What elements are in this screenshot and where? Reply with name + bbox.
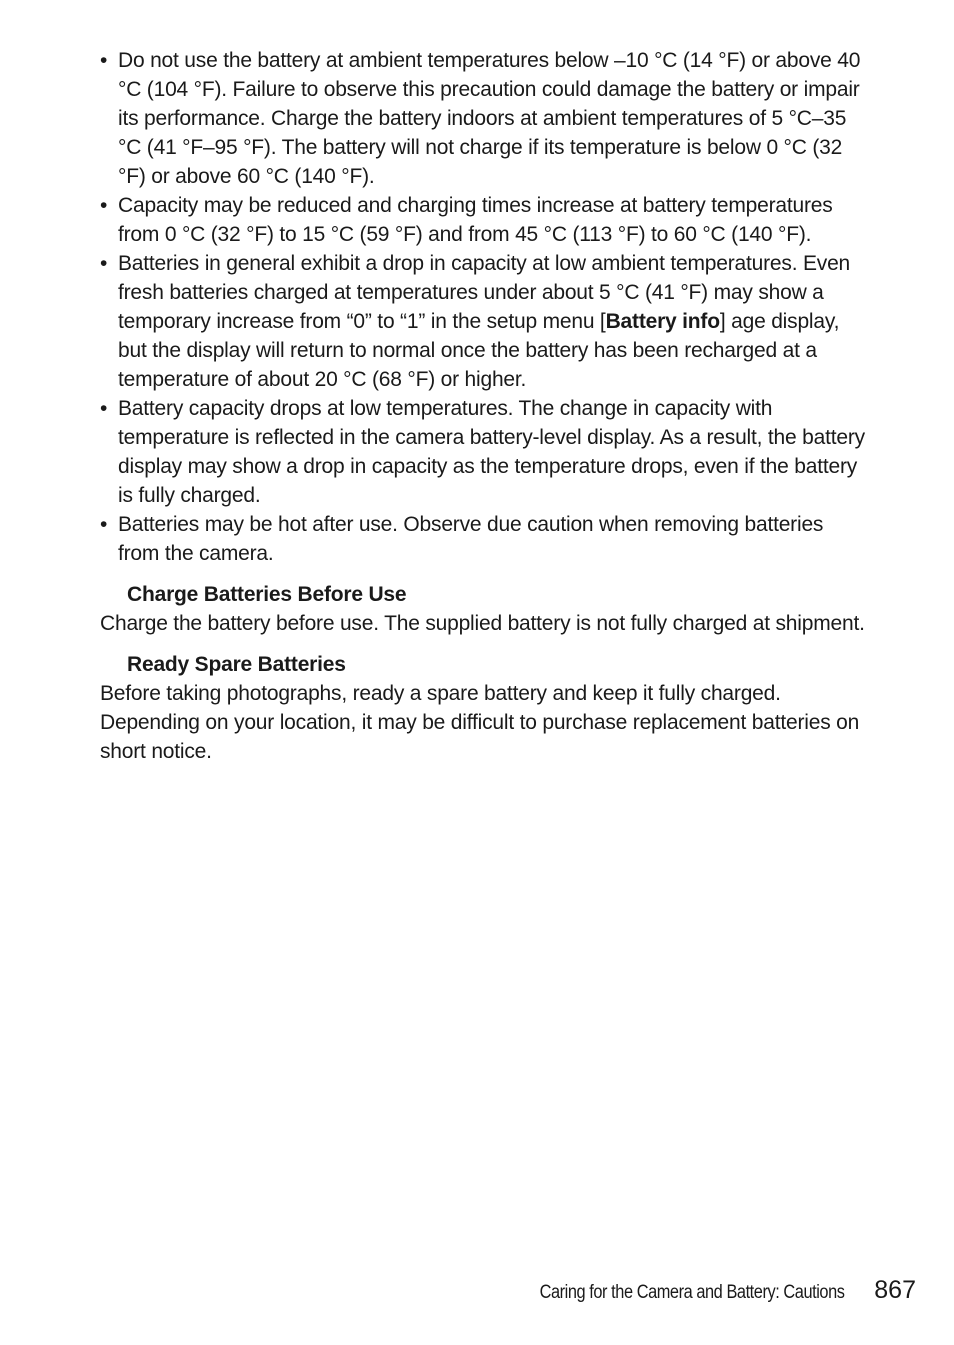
list-item-text: ] age display, but the display will return to normal once the battery has been recharged at a temperature of about 20 °C (68 °F) or higher. — [118, 310, 840, 391]
section-heading: Charge Batteries Before Use — [127, 583, 407, 606]
list-item — [100, 191, 865, 249]
bullet-icon: • — [100, 513, 108, 536]
list-item — [100, 510, 865, 568]
list-item — [100, 394, 865, 510]
list-item-text: Do not use the battery at ambient temperatures below –10 °C (14 °F) or above 40 °C (104 °F). Failure to observe this precaution could damage the battery or impair its performance. Charge the battery indoors at ambient temperatures of 5 °C–35 °C (41 °F–95 °F). The battery will not charge if its temperature is below 0 °C (32 °F) or above 60 °C (140 °F). — [118, 49, 861, 188]
page-footer — [490, 1276, 916, 1305]
list-item-text: Batteries in general exhibit a drop in capacity at low ambient temperatures. Even fresh batteries charged at temperatures under about 5 °C (41 °F) may show a temporary increase from “0” to “1” in the setup menu [ — [118, 252, 851, 333]
list-item-text: Battery capacity drops at low temperatures. The change in capacity with temperature is reflected in the camera battery-level display. As a result, the battery display may show a drop in capacity as the temperature drops, even if the battery is fully charged. — [118, 397, 865, 507]
list-item-text: Batteries may be hot after use. Observe due caution when removing batteries from the camera. — [118, 513, 824, 565]
page-content — [100, 46, 865, 766]
section-paragraph: Charge the battery before use. The supplied battery is not fully charged at shipment. — [100, 612, 865, 635]
list-item — [100, 249, 865, 394]
chapter-title: Caring for the Camera and Battery: Cautions — [539, 1282, 845, 1303]
bullet-icon: • — [100, 252, 108, 275]
section-heading: Ready Spare Batteries — [127, 653, 346, 676]
page-number: 867 — [874, 1276, 916, 1304]
section-charge-batteries — [100, 580, 865, 638]
section-spare-batteries — [100, 650, 865, 766]
menu-item-reference: Battery info — [605, 310, 720, 333]
list-item — [100, 46, 865, 191]
bullet-icon: • — [100, 194, 108, 217]
battery-precautions-list — [100, 46, 865, 568]
list-item-text: Capacity may be reduced and charging times increase at battery temperatures from 0 °C (32 °F) to 15 °C (59 °F) and from 45 °C (113 °F) to 60 °C (140 °F). — [118, 194, 833, 246]
bullet-icon: • — [100, 397, 108, 420]
bullet-icon: • — [100, 49, 108, 72]
section-paragraph: Before taking photographs, ready a spare battery and keep it fully charged. Depending on your location, it may be difficult to purchase replacement batteries on short notice. — [100, 682, 860, 763]
